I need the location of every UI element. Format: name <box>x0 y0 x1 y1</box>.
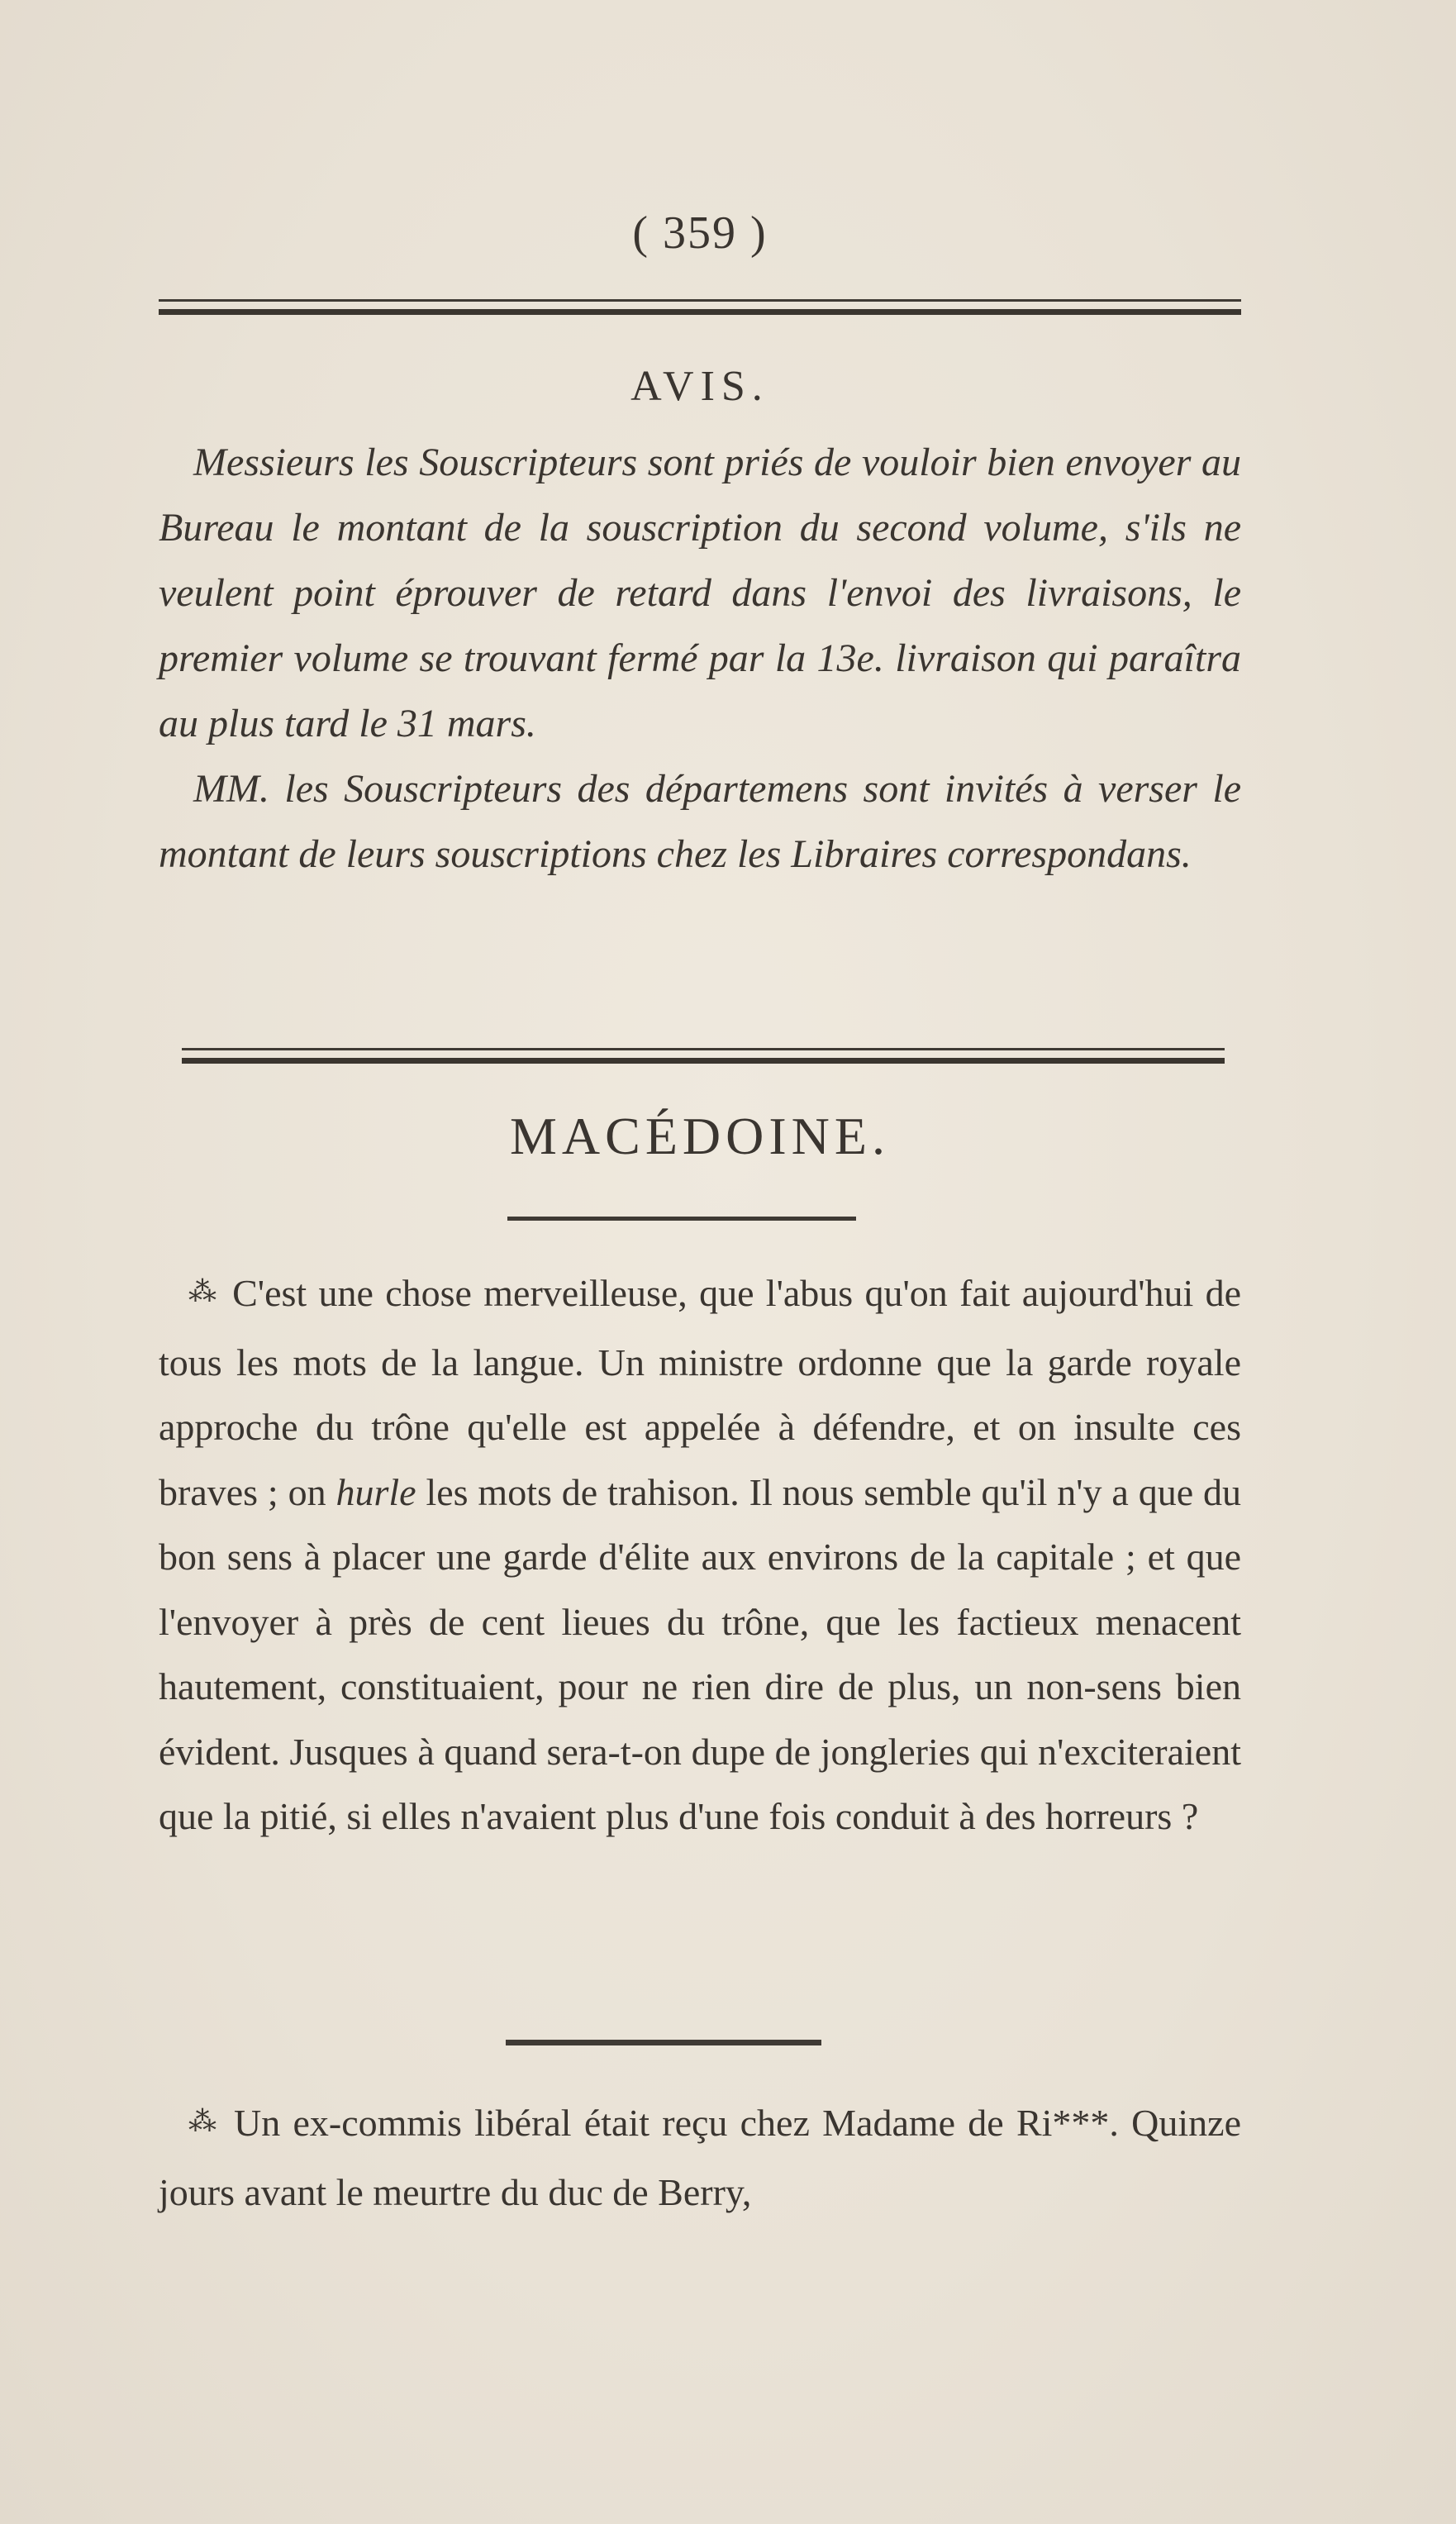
middle-double-rule <box>182 1048 1225 1064</box>
asterism-icon: ⁂ <box>188 1277 221 1307</box>
entry-1 <box>159 1261 1241 1850</box>
entry-2 <box>159 2091 1241 2225</box>
page-number: ( 359 ) <box>632 207 768 259</box>
macedoine-heading: MACÉDOINE. <box>510 1107 890 1165</box>
section-rule <box>507 1217 856 1221</box>
entry-separator-rule <box>506 2040 821 2045</box>
entry-1-text-after: les mots de trahison. Il nous semble qu'il n'y a que du bon sens à placer une garde d'élite aux environs de la capitale ; et que l'envoyer à près de cent lieues du trône, que les factieux menacent hautement, constituaient, pour ne rien dire de plus, un non-sens bien évident. Jusques à quand sera-t-on dupe de jongleries qui n'exciteraient que la pitié, si elles n'avaient plus d'une fois conduit à des horreurs ? <box>159 1470 1241 1837</box>
avis-heading: AVIS. <box>630 363 769 410</box>
asterism-icon: ⁂ <box>188 2107 221 2137</box>
avis-notice <box>159 430 1241 887</box>
avis-paragraph-2: MM. les Souscripteurs des départemens sont invités à verser le montant de leurs souscriptions chez les Libraires correspondans. <box>159 767 1241 876</box>
entry-1-italic-word: hurle <box>335 1470 416 1513</box>
top-double-rule <box>159 299 1241 315</box>
entry-1-text-before: C'est une chose merveilleuse, que l'abus qu'on fait aujourd'hui de tous les mots de la langue. Un ministre ordonne que la garde royale approche du trône qu'elle est appelée à défendre, et on insulte ces braves ; on <box>159 1272 1242 1513</box>
entry-2-text: Un ex-commis libéral était reçu chez Madame de Ri***. Quinze jours avant le meurtre du duc de Berry, <box>159 2102 1242 2213</box>
avis-paragraph-1: Messieurs les Souscripteurs sont priés de vouloir bien envoyer au Bureau le montant de la souscription du second volume, s'ils ne veulent point éprouver de retard dans l'envoi des livraisons, le premier volume se trouvant fermé par la 13e. livraison qui paraîtra au plus tard le 31 mars. <box>159 441 1241 745</box>
